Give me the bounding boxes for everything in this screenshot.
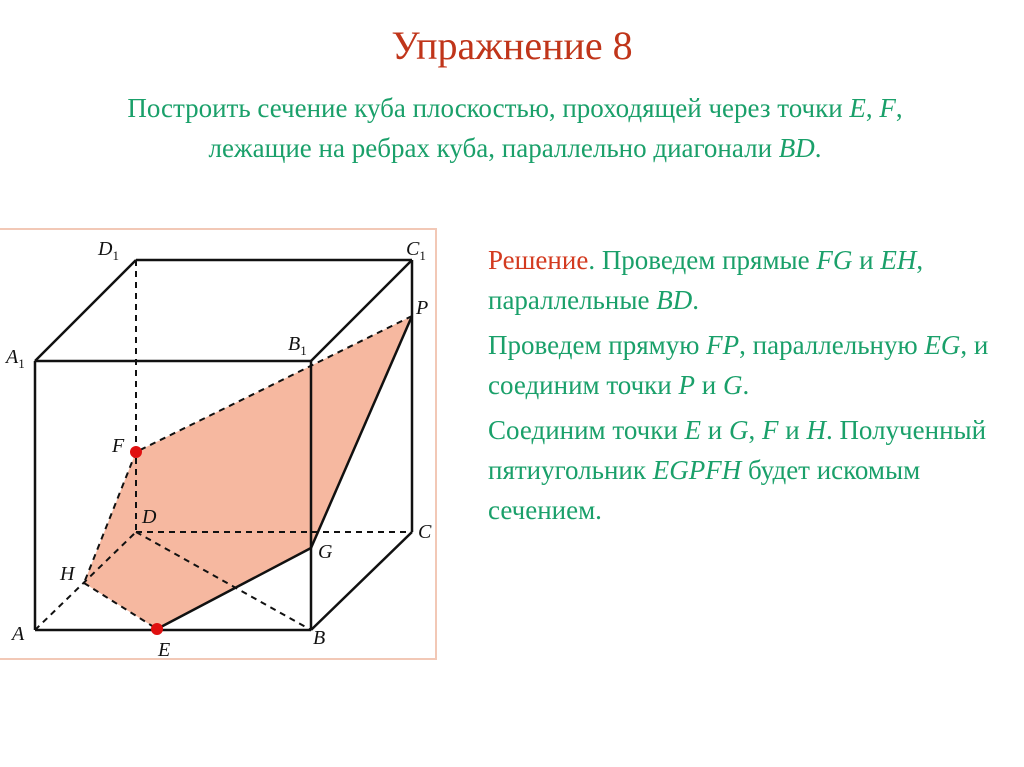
solution-diagonal-bd: BD (656, 285, 693, 315)
label-g: G (318, 541, 333, 563)
solution-point-g: G (728, 415, 749, 445)
edge-a1-d1 (35, 260, 136, 361)
label-a: A (12, 623, 25, 645)
solution-point-e: E (684, 415, 702, 445)
solution-text-fragment: . (692, 285, 699, 315)
solution-text-fragment: , (748, 415, 762, 445)
task-text-1: Построить сечение куба плоскостью, проходящей через точки (127, 93, 850, 123)
solution-text-fragment: , параллельную (739, 330, 925, 360)
label-h: H (60, 563, 75, 585)
point-e-marker (151, 623, 163, 635)
solution-line-fg: FG (816, 245, 853, 275)
label-e: E (158, 639, 171, 661)
label-f: F (112, 435, 125, 457)
exercise-title: Упражнение 8 (391, 23, 633, 68)
solution-text-fragment: . Проведем прямые (588, 245, 817, 275)
solution-text-fragment: и (852, 245, 881, 275)
label-b: B (313, 627, 326, 649)
solution-point-f: F (761, 415, 779, 445)
solution-paragraph-3 (488, 410, 1008, 530)
solution-text-fragment: . (825, 415, 833, 445)
solution-point-h: H (806, 415, 826, 445)
solution-text-fragment: Соединим точки (488, 415, 685, 445)
label-d: D (142, 506, 157, 528)
solution-text-fragment: и (701, 415, 729, 445)
solution-line-fp: FP (706, 330, 740, 360)
task-text-2-end: . (814, 133, 822, 163)
label-d1: $D_1$ (98, 238, 119, 263)
solution-point-p: P (678, 370, 696, 400)
label-a1: $A_1$ (6, 346, 25, 371)
solution-text-fragment: Полученный пятиугольник (488, 415, 987, 485)
cube-diagram (0, 228, 440, 668)
task-statement (20, 88, 1010, 168)
solution-line-eh: EH (880, 245, 917, 275)
label-c: C (418, 521, 432, 543)
solution-label: Решение (488, 245, 589, 275)
solution-point-g: G (722, 370, 743, 400)
solution-text-fragment: и (695, 370, 723, 400)
label-b1: $B_1$ (288, 333, 307, 358)
task-text-1-end: , (895, 93, 903, 123)
task-comma: , (865, 93, 880, 123)
label-c1: $C_1$ (406, 238, 426, 263)
solution-text-fragment: будет искомым сечением. (488, 455, 921, 525)
point-f-marker (130, 446, 142, 458)
solution-pentagon: EGPFH (652, 455, 742, 485)
label-p: P (416, 297, 429, 319)
task-diagonal: BD (778, 133, 815, 163)
solution-text-fragment: Проведем прямую (488, 330, 707, 360)
solution-text (488, 240, 1008, 535)
task-point-e: E (849, 93, 866, 123)
task-text-2: лежащие на ребрах куба, параллельно диагонали (208, 133, 779, 163)
solution-text-fragment: и (778, 415, 807, 445)
solution-text-fragment: . (742, 370, 750, 400)
solution-paragraph-1 (488, 240, 1008, 320)
solution-text-fragment: , и соединим точки (488, 330, 989, 400)
task-point-f: F (879, 93, 896, 123)
solution-paragraph-2 (488, 325, 1008, 405)
solution-line-eg: EG (924, 330, 961, 360)
solution-text-fragment: , параллельные (488, 245, 924, 315)
